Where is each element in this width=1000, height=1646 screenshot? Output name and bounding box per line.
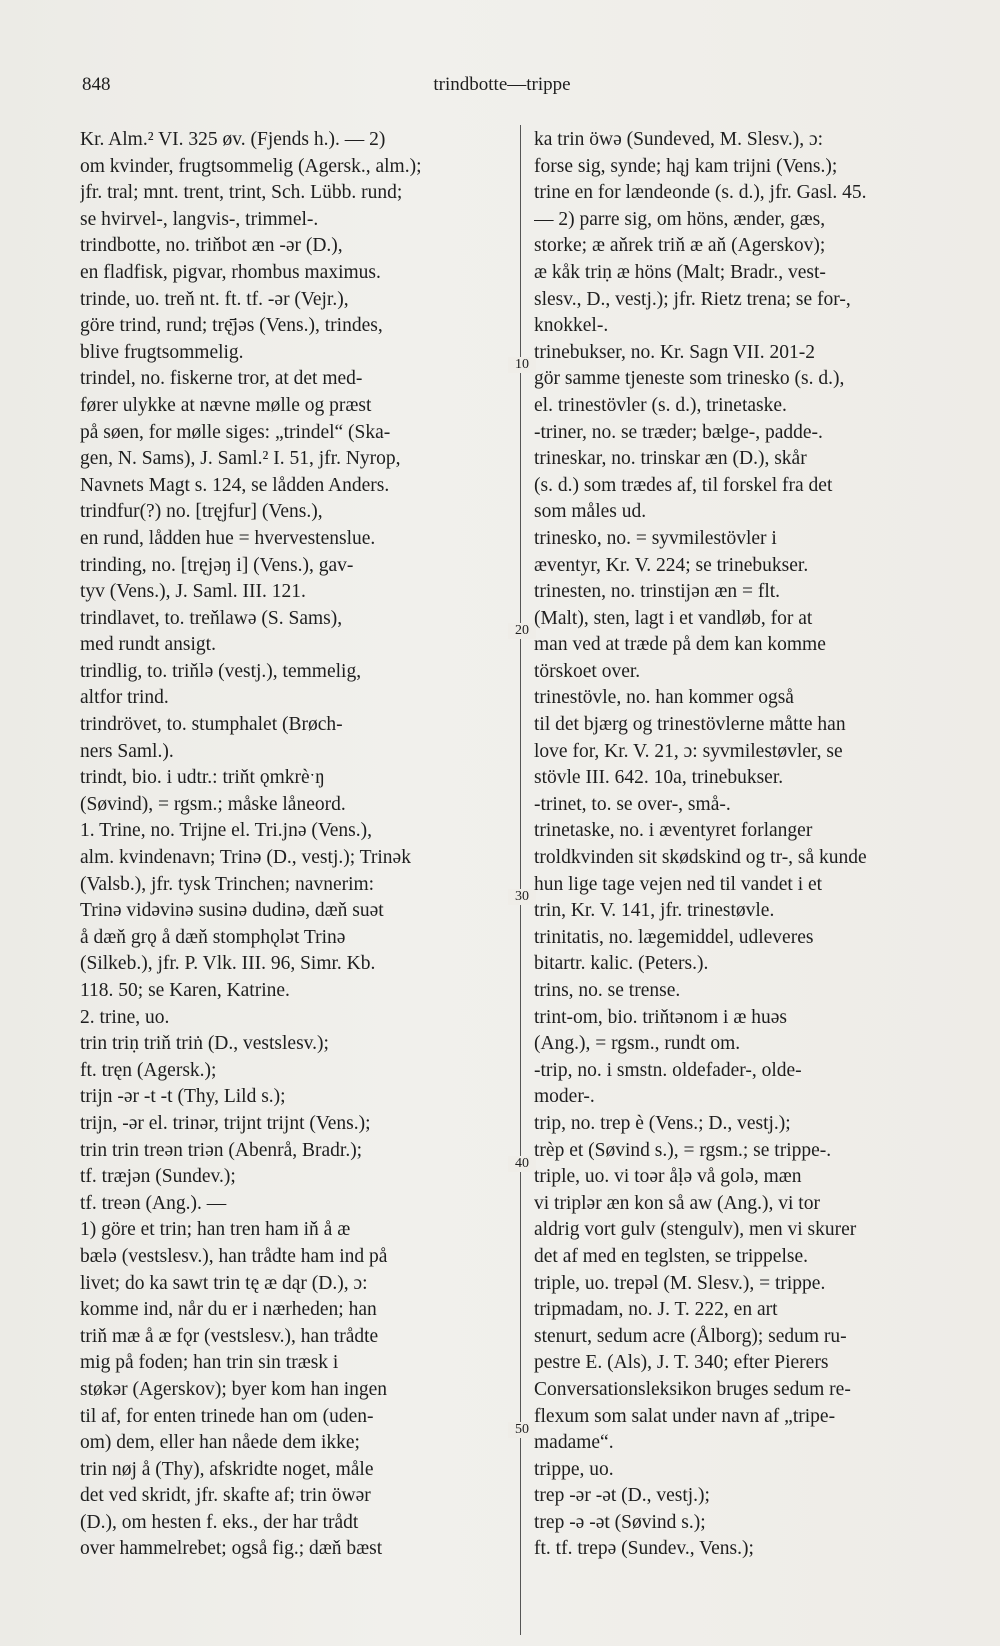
text-line: ners Saml.).	[80, 740, 174, 762]
text-line: mig på foden; han trin sin træsk i	[80, 1352, 339, 1374]
text-line: trine en for lændeonde (s. d.), jfr. Gasl. 45.	[534, 182, 867, 204]
line-number: 20	[508, 623, 536, 639]
line-number: 40	[508, 1156, 536, 1172]
text-line: om) dem, eller han nåede dem ikke;	[80, 1432, 360, 1454]
text-line: (Ang.), = rgsm., rundt om.	[534, 1033, 741, 1055]
text-line: törskoet over.	[534, 660, 641, 682]
text-line: tf. treən (Ang.). —	[80, 1192, 227, 1214]
text-line: madame“.	[534, 1432, 614, 1454]
text-line: -triner, no. se træder; bælge-, padde-.	[534, 421, 823, 443]
line-number: 30	[508, 889, 536, 905]
text-line: moder-.	[534, 1086, 595, 1108]
text-line: storke; æ aňrek triň æ aň (Agerskov);	[534, 235, 826, 257]
text-line: trin trin treən triən (Abenrå, Bradr.);	[80, 1139, 363, 1161]
text-line: stövle III. 642. 10a, trinebukser.	[534, 767, 784, 789]
text-line: til det bjærg og trinestövlerne måtte han	[534, 714, 846, 736]
line-number: 50	[508, 1422, 536, 1438]
right-column	[534, 127, 960, 1563]
text-line: på søen, for mølle siges: „trindel“ (Ska-	[80, 421, 391, 443]
text-line: det ved skridt, jfr. skafte af; trin öwər	[80, 1485, 371, 1507]
page-header	[82, 74, 922, 104]
text-line: blive frugtsommelig.	[80, 341, 244, 363]
text-line: trin nøj å (Thy), afskridte noget, måle	[80, 1458, 374, 1480]
text-line: tripmadam, no. J. T. 222, en art	[534, 1299, 778, 1321]
text-line: trint-om, bio. triňtənom i æ huəs	[534, 1006, 787, 1028]
text-line: trijn, -ər el. trinər, trijnt trijnt (Vens.);	[80, 1112, 371, 1134]
text-line: triple, uo. trepəl (M. Slesv.), = trippe.	[534, 1272, 826, 1294]
text-line: pestre E. (Als), J. T. 340; efter Pierers	[534, 1352, 829, 1374]
text-line: slesv., D., vestj.); jfr. Rietz trena; se for-,	[534, 288, 851, 310]
text-line: støkər (Agerskov); byer kom han ingen	[80, 1378, 388, 1400]
text-line: vi triplər æn kon så aw (Ang.), vi tor	[534, 1192, 820, 1214]
text-line: trinding, no. [tręjəŋ i] (Vens.), gav-	[80, 554, 354, 576]
text-line: alm. kvindenavn; Trinə (D., vestj.); Trinək	[80, 847, 411, 869]
text-line: trindfur(?) no. [tręjfur] (Vens.),	[80, 501, 323, 523]
text-line: (Silkeb.), jfr. P. Vlk. III. 96, Simr. Kb.	[80, 953, 376, 975]
text-line: trippe, uo.	[534, 1458, 614, 1480]
text-line: 2. trine, uo.	[80, 1006, 170, 1028]
text-line: gör samme tjeneste som trinesko (s. d.),	[534, 368, 845, 390]
text-line: 1. Trine, no. Trijne el. Tri.jnə (Vens.),	[80, 820, 373, 842]
text-line: tyv (Vens.), J. Saml. III. 121.	[80, 581, 306, 603]
text-line: trins, no. se trense.	[534, 980, 681, 1001]
text-line: en rund, lådden hue = hvervestenslue.	[80, 527, 376, 549]
left-column	[80, 127, 505, 1563]
text-line: man ved at træde på dem kan komme	[534, 634, 826, 656]
text-line: Conversationsleksikon bruges sedum re-	[534, 1378, 851, 1400]
running-head: trindbotte—trippe	[433, 74, 571, 95]
line-number: 10	[508, 357, 536, 373]
text-line: trinesko, no. = syvmilestövler i	[534, 527, 777, 549]
text-line: -trinet, to. se over-, små-.	[534, 793, 731, 815]
text-line: flexum som salat under navn af „tripe-	[534, 1405, 836, 1427]
text-line: trèp et (Søvind s.), = rgsm.; se trippe-.	[534, 1139, 832, 1161]
text-line: ft. tf. trepə (Sundev., Vens.);	[534, 1538, 754, 1560]
text-line: trindbotte, no. triňbot æn -ər (D.),	[80, 235, 343, 257]
text-line: — 2) parre sig, om höns, ænder, gæs,	[534, 208, 826, 230]
column-divider	[520, 125, 521, 1635]
text-line: trip, no. trep è (Vens.; D., vestj.);	[534, 1112, 791, 1134]
text-line: fører ulykke at nævne mølle og præst	[80, 394, 372, 416]
text-line: (D.), om hesten f. eks., der har trådt	[80, 1511, 359, 1533]
text-line: om kvinder, frugtsommelig (Agersk., alm.);	[80, 155, 422, 177]
text-line: jfr. tral; mnt. trent, trint, Sch. Lübb. rund;	[80, 182, 403, 204]
text-line: knokkel-.	[534, 315, 609, 337]
text-line: forse sig, synde; hąj kam trijni (Vens.);	[534, 155, 838, 177]
text-line: Navnets Magt s. 124, se lådden Anders.	[80, 474, 390, 496]
text-line: troldkvinden sit skødskind og tr-, så kunde	[534, 847, 867, 869]
text-line: trinetaske, no. i æventyret forlanger	[534, 820, 813, 842]
text-line: som måles ud.	[534, 501, 647, 523]
text-line: æ kåk triṇ æ höns (Malt; Bradr., vest-	[534, 261, 826, 283]
text-line: göre trind, rund; trę̄jəs (Vens.), trindes,	[80, 315, 383, 337]
text-line: en fladfisk, pigvar, rhombus maximus.	[80, 261, 381, 283]
text-line: 118. 50; se Karen, Katrine.	[80, 980, 290, 1001]
text-line: trindrövet, to. stumphalet (Brøch-	[80, 714, 343, 736]
text-line: triň mæ å æ fǫr (vestslesv.), han trådte	[80, 1325, 379, 1347]
text-line: over hammelrebet; også fig.; dæň bæst	[80, 1538, 383, 1560]
text-line: ft. tręn (Agersk.);	[80, 1059, 217, 1081]
text-line: trin, Kr. V. 141, jfr. trinestøvle.	[534, 900, 775, 922]
text-line: æventyr, Kr. V. 224; se trinebukser.	[534, 554, 809, 576]
text-line: 1) göre et trin; han tren ham iň å æ	[80, 1219, 351, 1241]
text-line: trinde, uo. treň nt. ft. tf. -ər (Vejr.),	[80, 288, 349, 310]
text-line: (Valsb.), jfr. tysk Trinchen; navnerim:	[80, 873, 375, 895]
text-line: å dæň grǫ å dæň stomphǫlət Trinə	[80, 926, 346, 948]
text-line: aldrig vort gulv (stengulv), men vi skurer	[534, 1219, 857, 1241]
text-line: bitartr. kalic. (Peters.).	[534, 953, 709, 975]
text-line: bælə (vestslesv.), han trådte ham ind på	[80, 1245, 388, 1267]
text-line: trinitatis, no. lægemiddel, udleveres	[534, 926, 814, 948]
text-line: altfor trind.	[80, 687, 169, 709]
text-line: tf. træjən (Sundev.);	[80, 1166, 236, 1188]
text-line: trep -ə -ət (Søvind s.);	[534, 1511, 706, 1533]
text-line: love for, Kr. V. 21, ɔ: syvmilestøvler, se	[534, 740, 843, 762]
text-line: trineskar, no. trinskar æn (D.), skår	[534, 448, 807, 470]
page-number: 848	[82, 74, 111, 95]
text-line: trijn -ər -t -t (Thy, Lild s.);	[80, 1086, 286, 1108]
text-line: -trip, no. i smstn. oldefader-, olde-	[534, 1059, 802, 1081]
text-line: hun lige tage vejen ned til vandet i et	[534, 873, 823, 895]
text-line: el. trinestövler (s. d.), trinetaske.	[534, 394, 787, 416]
text-line: trep -ər -ət (D., vestj.);	[534, 1485, 710, 1507]
text-line: med rundt ansigt.	[80, 634, 216, 656]
text-line: trindt, bio. i udtr.: triňt ǫmkrèˑŋ	[80, 767, 325, 789]
text-line: (s. d.) som trædes af, til forskel fra det	[534, 474, 833, 496]
text-line: Trinə vidəvinə susinə dudinə, dæň suət	[80, 900, 384, 922]
text-line: komme ind, når du er i nærheden; han	[80, 1299, 377, 1321]
text-line: til af, for enten trinede han om (uden-	[80, 1405, 374, 1427]
text-line: (Søvind), = rgsm.; måske låneord.	[80, 793, 346, 815]
text-line: triple, uo. vi toər åḷə vå golə, mæn	[534, 1166, 802, 1188]
text-line: (Malt), sten, lagt i et vandløb, for at	[534, 607, 813, 629]
text-line: ka trin öwə (Sundeved, M. Slesv.), ɔ:	[534, 129, 824, 150]
text-line: se hvirvel-, langvis-, trimmel-.	[80, 208, 319, 230]
text-line: det af med en teglsten, se trippelse.	[534, 1245, 808, 1267]
text-line: trin triṇ triň triṅ (D., vestslesv.);	[80, 1033, 329, 1055]
text-line: trindel, no. fiskerne tror, at det med-	[80, 368, 363, 390]
text-line: stenurt, sedum acre (Ålborg); sedum ru-	[534, 1325, 847, 1347]
text-line: trinebukser, no. Kr. Sagn VII. 201-2	[534, 341, 816, 363]
text-line: trindlig, to. triňlə (vestj.), temmelig,	[80, 660, 362, 682]
text-line: trinestövle, no. han kommer også	[534, 687, 794, 709]
text-line: trinesten, no. trinstijən æn = flt.	[534, 581, 781, 603]
text-line: Kr. Alm.² VI. 325 øv. (Fjends h.). — 2)	[80, 129, 386, 150]
text-line: trindlavet, to. treňlawə (S. Sams),	[80, 607, 343, 629]
text-line: livet; do ka sawt trin tę æ dąr (D.), ɔ:	[80, 1272, 368, 1294]
text-line: gen, N. Sams), J. Saml.² I. 51, jfr. Nyrop,	[80, 448, 401, 470]
